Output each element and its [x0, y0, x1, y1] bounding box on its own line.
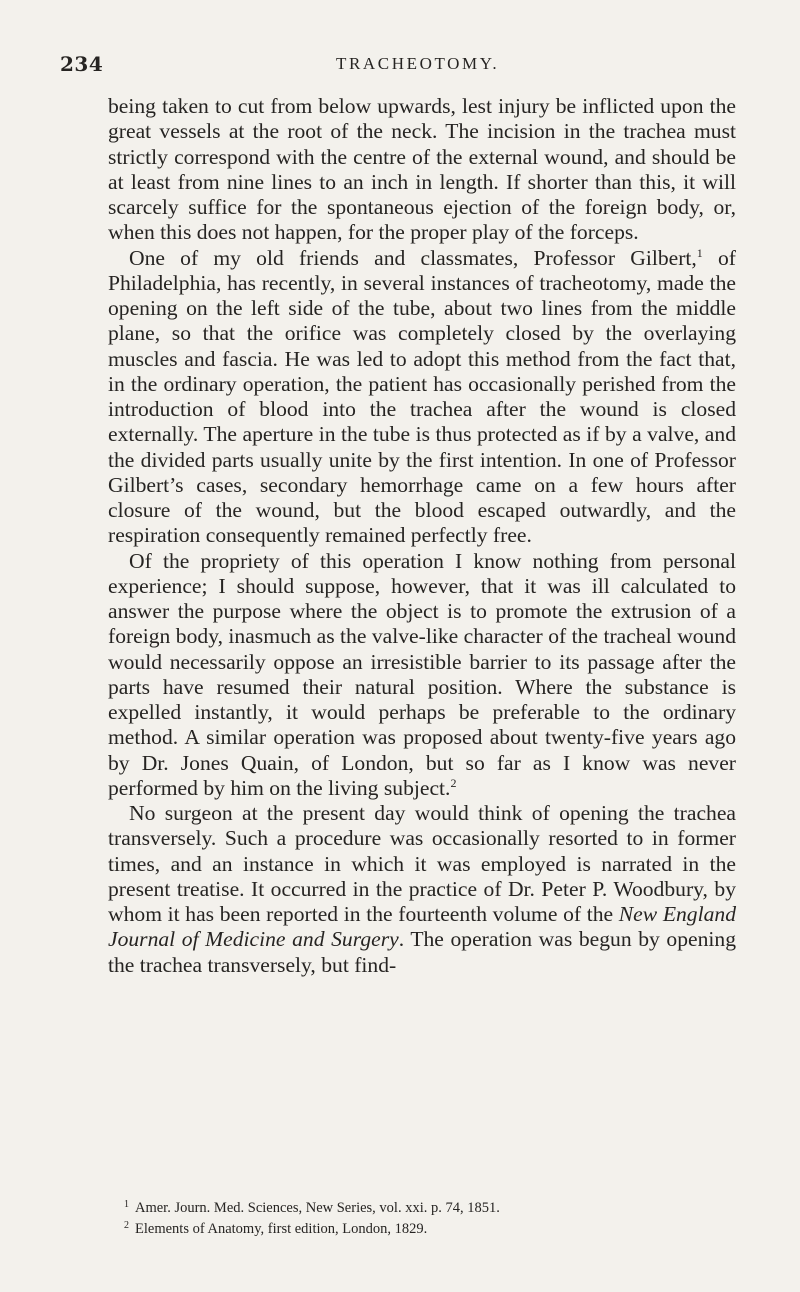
paragraph-text: . The operation was begun by opening the trachea transversely, but find- [108, 927, 736, 977]
journal-title: New England Journal of Medicine and Surgery [108, 902, 736, 952]
page-number: 234 [60, 52, 104, 76]
footnotes [108, 1196, 736, 1238]
paragraph [108, 801, 736, 978]
paragraph [108, 246, 736, 549]
running-title: TRACHEOTOMY. [336, 54, 500, 73]
paragraph-text: No surgeon at the present day would think of opening the trachea transversely. Such a procedure was occasionally resorted to in former times, and an instance in which it was employed is narrated in the present treatise. It occurred in the practice of Dr. Peter P. Woodbury, by whom it has been reported in the fourteenth volume of the [108, 801, 736, 926]
footnote-mark: 2 [124, 1220, 129, 1231]
footnote-reference: 2 [450, 775, 457, 790]
paragraph-text: being taken to cut from below upwards, lest injury be inflicted upon the great vessels at the root of the neck. The incision in the trachea must strictly correspond with the centre of the external wound, and should be at least from nine lines to an inch in length. If shorter than this, it will scarcely suffice for the spontaneous ejection of the foreign body, or, when this does not happen, for the proper play of the forceps. [108, 94, 736, 245]
paragraph [108, 94, 736, 246]
paragraph [108, 549, 736, 802]
body-text [108, 94, 736, 978]
footnote-text: Elements of Anatomy, first edition, London, 1829. [135, 1221, 428, 1237]
footnote [108, 1196, 736, 1217]
paragraph-text: Of the propriety of this operation I know nothing from personal experience; I should suppose, however, that it was ill calculated to answer the purpose where the object is to promote the extrusion of a foreign body, inasmuch as the valve-like character of the tracheal wound would necessarily oppose an irresistible barrier to its passage after the parts have resumed their natural position. Where the substance is expelled instantly, it would perhaps be preferable to the ordinary method. A similar operation was proposed about twenty-five years ago by Dr. Jones Quain, of London, but so far as I know was never performed by him on the living subject. [108, 548, 736, 800]
footnote-mark: 1 [124, 1199, 129, 1210]
paragraph-text: of Philadelphia, has recently, in several instances of tracheotomy, made the opening on the left side of the tube, about two lines from the middle plane, so that the orifice was completely closed by the overlaying muscles and fascia. He was led to adopt this method from the fact that, in the ordinary operation, the patient has occasionally perished from the introduction of blood into the trachea after the wound is closed externally. The aperture in the tube is thus protected as if by a valve, and the divided parts usually unite by the first intention. In one of Professor Gilbert’s cases, secondary hemorrhage came on a few hours after closure of the wound, but the blood escaped outwardly, and the respiration consequently remained perfectly free. [108, 245, 736, 548]
paragraph-text: One of my old friends and classmates, Professor Gilbert, [129, 245, 697, 270]
page-header [0, 52, 800, 82]
footnote [108, 1217, 736, 1238]
footnote-text: Amer. Journ. Med. Sciences, New Series, vol. xxi. p. 74, 1851. [135, 1200, 500, 1216]
footnote-reference: 1 [696, 245, 703, 260]
